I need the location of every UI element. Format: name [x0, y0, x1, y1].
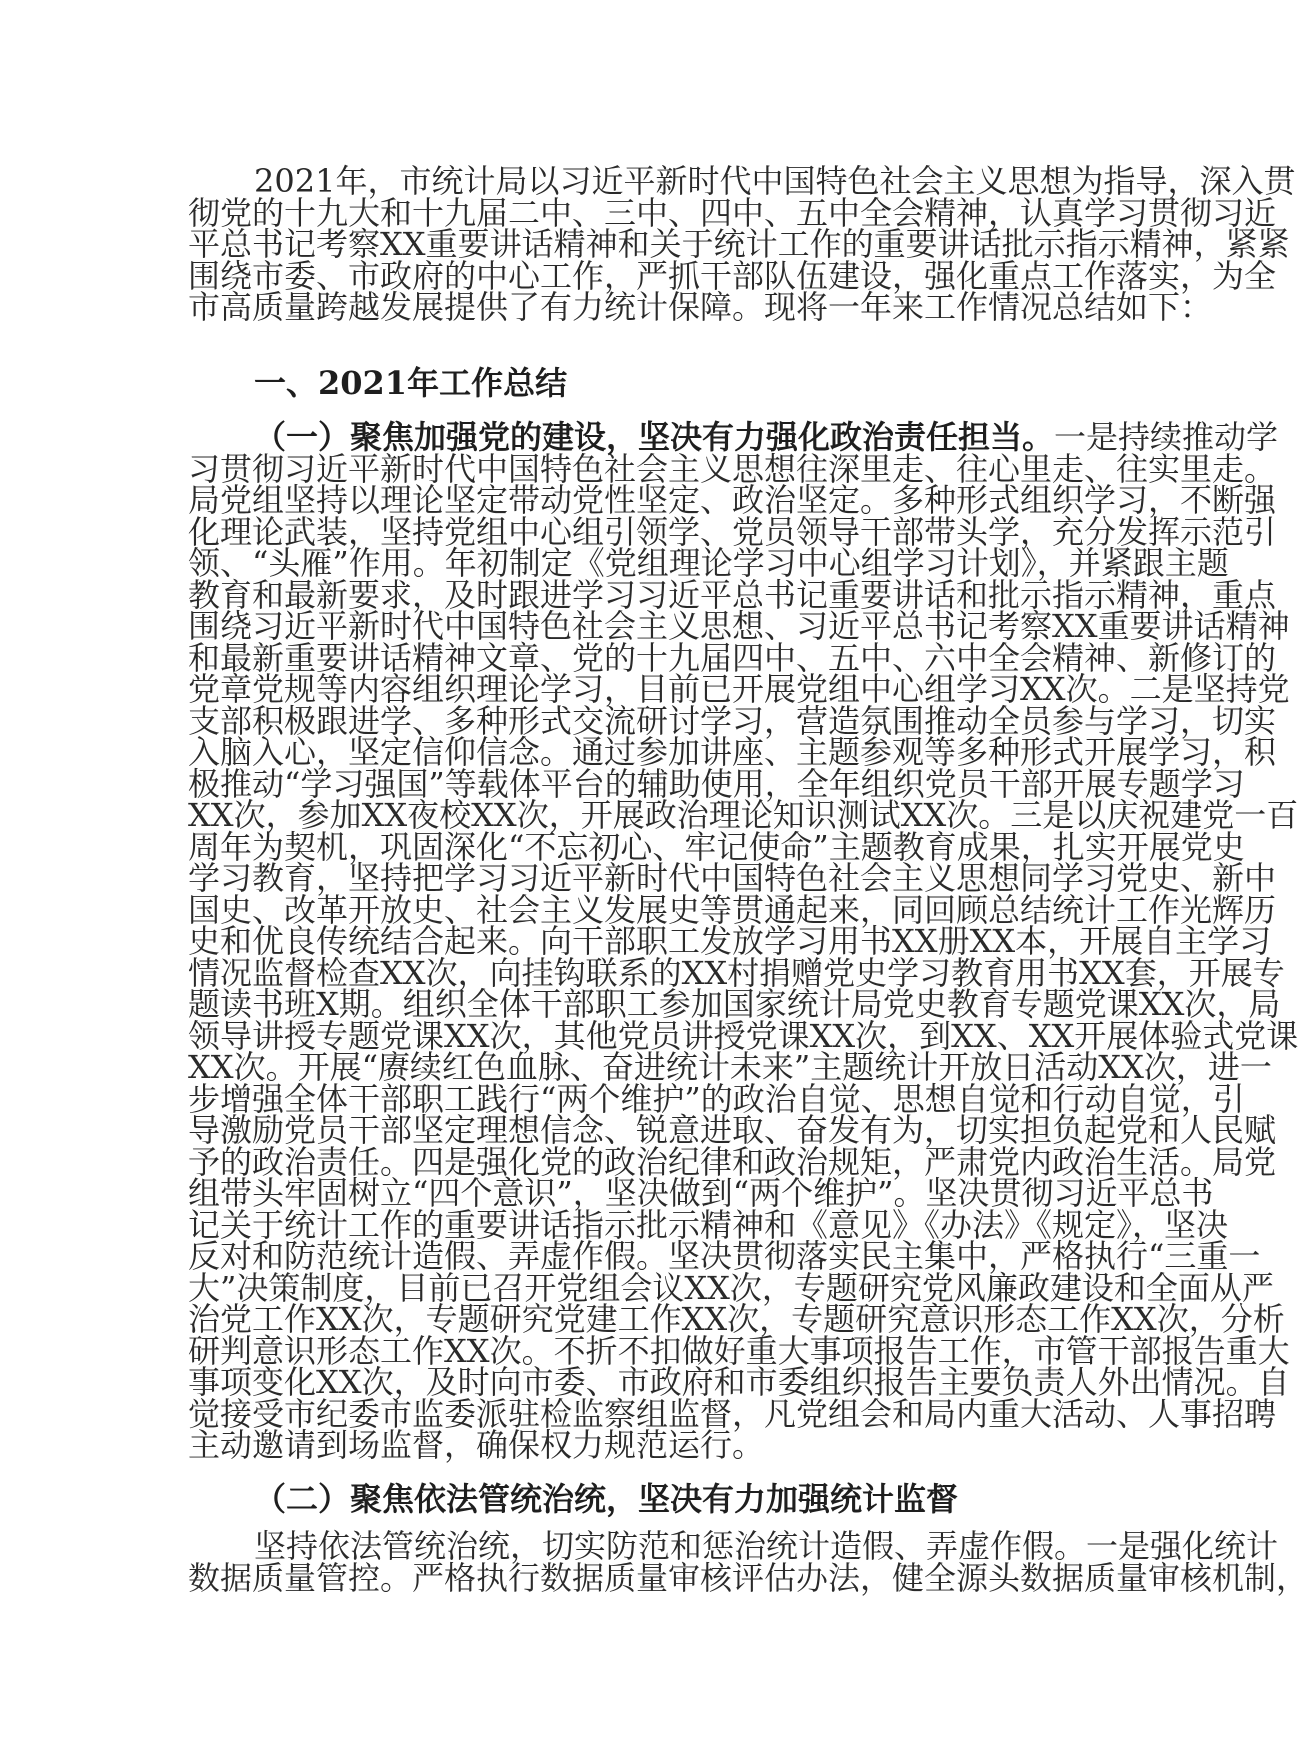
- text-line: 题读书班X期。组织全体干部职工参加国家统计局党史教育专题党课XX次，局: [188, 985, 1281, 1023]
- text-line: 国史、改革开放史、社会主义发展史等贯通起来，同回顾总结统计工作光辉历: [188, 890, 1277, 929]
- text-line: 领、“头雁”作用。年初制定《党组理论学习中心组学习计划》，并紧跟主题: [188, 544, 1229, 582]
- text-line: 史和优良传统结合起来。向干部职工发放学习用书XX册XX本，开展自主学习: [188, 922, 1272, 960]
- text-line: 组带头牢固树立“四个意识”，坚决做到“两个维护”。坚决贯彻习近平总书: [188, 1174, 1214, 1212]
- text-line: 觉接受市纪委市监委派驻检监察组监督，凡党组会和局内重大活动、人事招聘: [188, 1394, 1277, 1433]
- text-line: 步增强全体干部职工践行“两个维护”的政治自觉、思想自觉和行动自觉，引: [188, 1079, 1245, 1118]
- text-line: 情况监督检查XX次，向挂钩联系的XX村捐赠党史学习教育用书XX套，开展专: [188, 953, 1285, 992]
- text-line: 周年为契机，巩固深化“不忘初心、牢记使命”主题教育成果，扎实开展党史: [188, 827, 1245, 866]
- text-line: 领导讲授专题党课XX次，其他党员讲授党课XX次，到XX、XX开展体验式党课: [188, 1016, 1299, 1055]
- text-line: 主动邀请到场监督，确保权力规范运行。: [188, 1426, 765, 1464]
- text-line: XX次，参加XX夜校XX次，开展政治理论知识测试XX次。三是以庆祝建党一百: [188, 796, 1299, 834]
- intro-paragraph: [188, 162, 1296, 326]
- text-line: 导激励党员干部坚定理想信念、锐意进取、奋发有为，切实担负起党和人民赋: [188, 1111, 1277, 1149]
- subsection-1-lead-line: [188, 418, 1279, 456]
- text-line: 平总书记考察XX重要讲话精神和关于统计工作的重要讲话批示指示精神，紧紧: [188, 225, 1290, 263]
- text-line: 学习教育，坚持把学习习近平新时代中国特色社会主义思想同学习党史、新中: [188, 859, 1277, 897]
- text-line: 坚持依法管统治统，切实防范和惩治统计造假、弄虚作假。一是强化统计: [254, 1527, 1279, 1565]
- text-line: 反对和防范统计造假、弄虚作假。坚决贯彻落实民主集中，严格执行“三重一: [188, 1237, 1261, 1275]
- text-line: 予的政治责任。四是强化党的政治纪律和政治规矩，严肃党内政治生活。局党: [188, 1142, 1277, 1181]
- text-line: 极推动“学习强国”等载体平台的辅助使用，全年组织党员干部开展专题学习: [188, 764, 1245, 803]
- section-heading-container: [188, 364, 1052, 402]
- subsection-1-heading: （一）聚焦加强党的建设，坚决有力强化政治责任担当。: [254, 418, 1055, 456]
- text-line: 和最新重要讲话精神文章、党的十九届四中、五中、六中全会精神、新修订的: [188, 638, 1277, 677]
- subsection-2-heading-container: [188, 1480, 1052, 1518]
- text-line: 化理论武装，坚持党组中心组引领学、党员领导干部带头学，充分发挥示范引: [188, 512, 1277, 551]
- subsection-1-lead-text: 一是持续推动学: [1054, 418, 1279, 456]
- text-line: 数据质量管控。严格执行数据质量审核评估办法，健全源头数据质量审核机制，: [188, 1558, 1308, 1597]
- text-line: 事项变化XX次，及时向市委、市政府和市委组织报告主要负责人外出情况。自: [188, 1363, 1290, 1401]
- text-line: 支部积极跟进学、多种形式交流研讨学习，营造氛围推动全员参与学习，切实: [188, 701, 1277, 740]
- text-line: 围绕市委、市政府的中心工作，严抓干部队伍建设，强化重点工作落实，为全: [188, 256, 1277, 295]
- text-line: 彻党的十九大和十九届二中、三中、四中、五中全会精神，认真学习贯彻习近: [188, 193, 1277, 232]
- text-line: 大”决策制度，目前已召开党组会议XX次，专题研究党风廉政建设和全面从严: [188, 1268, 1274, 1307]
- text-line: 研判意识形态工作XX次。不折不扣做好重大事项报告工作，市管干部报告重大: [188, 1331, 1290, 1370]
- text-line: 入脑入心，坚定信仰信念。通过参加讲座、主题参观等多种形式开展学习，积: [188, 733, 1277, 771]
- text-line: 局党组坚持以理论坚定带动党性坚定、政治坚定。多种形式组织学习，不断强: [188, 481, 1277, 519]
- text-line: 2021年，市统计局以习近平新时代中国特色社会主义思想为指导，深入贯: [254, 162, 1296, 200]
- text-line: 教育和最新要求，及时跟进学习习近平总书记重要讲话和批示指示精神，重点: [188, 575, 1277, 614]
- text-line: XX次。开展“赓续红色血脉、奋进统计未来”主题统计开放日活动XX次，进一: [188, 1048, 1272, 1086]
- text-line: 治党工作XX次，专题研究党建工作XX次，专题研究意识形态工作XX次，分析: [188, 1300, 1285, 1338]
- text-line: 市高质量跨越发展提供了有力统计保障。现将一年来工作情况总结如下：: [188, 288, 1213, 326]
- text-line: 习贯彻习近平新时代中国特色社会主义思想往深里走、往心里走、往实里走。: [188, 449, 1277, 488]
- subsection-2-heading: （二）聚焦依法管统治统，坚决有力加强统计监督: [254, 1480, 959, 1518]
- text-line: 围绕习近平新时代中国特色社会主义思想、习近平总书记考察XX重要讲话精神: [188, 607, 1290, 645]
- text-line: 记关于统计工作的重要讲话指示批示精神和《意见》《办法》《规定》，坚决: [188, 1205, 1229, 1244]
- subsection-2-paragraph: [188, 1527, 1308, 1597]
- text-line: 党章党规等内容组织理论学习，目前已开展党组中心组学习XX次。二是坚持党: [188, 670, 1290, 708]
- subsection-1-paragraph: [188, 418, 1299, 1464]
- section-heading: 一、2021年工作总结: [254, 364, 568, 402]
